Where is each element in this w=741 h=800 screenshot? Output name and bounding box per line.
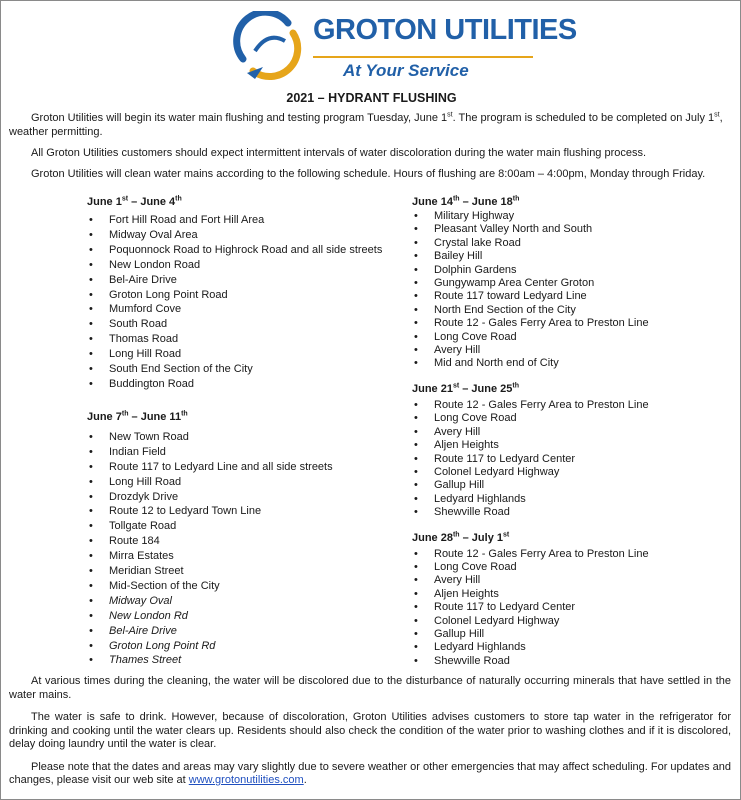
street-list-item: • New London Road [87,258,387,273]
street-list-item: • Route 12 - Gales Ferry Area to Preston Line [412,317,732,330]
swirl-logo-icon [233,11,303,81]
street-list-item-italic: • New London Rd [87,609,387,624]
street-list-item: • Route 12 to Ledyard Town Line [87,504,387,519]
street-list-item: • Avery Hill [412,574,732,587]
street-list-item: • Route 117 to Ledyard Center [412,453,732,466]
street-list-item: • Ledyard Highlands [412,641,732,654]
street-list [412,548,732,669]
street-list-item: • Gallup Hill [412,479,732,492]
street-list-item-italic: • Bel-Aire Drive [87,624,387,639]
intro-paragraph-2: All Groton Utilities customers should expect intermittent intervals of water discoloration during the water main flushing process. [31,147,647,159]
street-list-item: • Crystal lake Road [412,237,732,250]
footer-paragraph-1: At various times during the cleaning, the water will be discolored due to the disturbance of naturally occurring minerals that have settled in the water mains. [9,675,731,701]
street-list-item: • Mid and North end of City [412,357,732,370]
intro-paragraph-1: Groton Utilities will begin its water main flushing and testing program Tuesday, June 1st. The program is scheduled to be completed on July 1st, weather permitting. [9,111,723,138]
street-list-item: • Indian Field [87,445,387,460]
street-list-item: • Meridian Street [87,564,387,579]
intro-paragraph-3: Groton Utilities will clean water mains according to the following schedule. Hours of flushing are 8:00am – 4:00pm, Monday through Friday. [31,168,706,180]
logo-divider [313,56,533,58]
website-link[interactable]: www.grotonutilities.com [188,774,304,786]
street-list-item: • Bel-Aire Drive [87,273,387,288]
street-list-item: • Gungywamp Area Center Groton [412,277,732,290]
street-list-item: • Route 12 - Gales Ferry Area to Preston Line [412,399,732,412]
street-list-item: • Fort Hill Road and Fort Hill Area [87,213,387,228]
street-list [87,430,387,669]
street-list-item: • North End Section of the City [412,304,732,317]
street-list-item: • Avery Hill [412,426,732,439]
footer-paragraph-3: Please note that the dates and areas may vary slightly due to severe weather or other emergencies that may affect scheduling. For updates and changes, please visit our web site at www.grotonutilities.com. [9,760,731,786]
street-list-item: • Long Hill Road [87,475,387,490]
street-list-item: • Mirra Estates [87,549,387,564]
street-list-item: • New Town Road [87,430,387,445]
street-list-item: • Avery Hill [412,344,732,357]
schedule-june-21-25 [412,382,732,520]
page-title: 2021 – HYDRANT FLUSHING [286,91,457,105]
street-list-item-italic: • Midway Oval [87,594,387,609]
street-list-item: • Shewville Road [412,655,732,668]
street-list-item: • Long Cove Road [412,561,732,574]
street-list-item: • Route 117 to Ledyard Center [412,601,732,614]
schedule-june-7-11 [87,410,387,669]
street-list-item: • Thomas Road [87,332,387,347]
street-list-item: • Bailey Hill [412,250,732,263]
street-list [412,210,732,371]
street-list-item: • Military Highway [412,210,732,223]
street-list [412,399,732,520]
schedule-right-column [412,195,732,668]
schedule-heading: June 1st – June 4th [87,195,182,208]
street-list-item: • Long Cove Road [412,412,732,425]
street-list-item: • Mid-Section of the City [87,579,387,594]
schedule-heading: June 7th – June 11th [87,410,188,423]
street-list-item: • Colonel Ledyard Highway [412,615,732,628]
street-list-item: • Drozdyk Drive [87,490,387,505]
schedule-june-14-18 [412,195,732,371]
schedule-june-1-4 [87,195,387,392]
schedule-heading: June 21st – June 25th [412,382,520,395]
schedule-heading: June 28th – July 1st [412,530,510,544]
groton-utilities-logo [233,11,577,81]
street-list-item: • Colonel Ledyard Highway [412,466,732,479]
street-list-item: • Dolphin Gardens [412,264,732,277]
street-list-item: • Buddington Road [87,377,387,392]
intro-section [9,111,731,188]
street-list-item: • South Road [87,317,387,332]
street-list-item: • Aljen Heights [412,439,732,452]
footer-section [9,675,731,797]
footer-paragraph-2: The water is safe to drink. However, because of discoloration, Groton Utilities advises customers to store tap water in the refrigerator for drinking and cooking until the water clears up. Residents should also check the condition of the water prior to washing clothes and if it is discolored, delay doing laundry until the water is clear. [9,711,731,750]
street-list-item: • Long Hill Road [87,347,387,362]
street-list-item: • Ledyard Highlands [412,493,732,506]
street-list-item: • Route 184 [87,534,387,549]
logo-name: GROTON UTILITIES [313,14,577,46]
street-list-item: • Poquonnock Road to Highrock Road and all side streets [87,243,387,258]
street-list-item: • Mumford Cove [87,302,387,317]
schedule-heading: June 14th – June 18th [412,195,520,208]
schedule-left-column [87,195,387,668]
street-list-item-italic: • Thames Street [87,653,387,668]
street-list-item: • Long Cove Road [412,331,732,344]
street-list-item: • Route 117 to Ledyard Line and all side streets [87,460,387,475]
street-list-item: • Route 117 toward Ledyard Line [412,290,732,303]
street-list-item: • Midway Oval Area [87,228,387,243]
street-list-item: • Gallup Hill [412,628,732,641]
street-list-item: • Tollgate Road [87,519,387,534]
street-list-item: • Shewville Road [412,506,732,519]
street-list-item-italic: • Groton Long Point Rd [87,639,387,654]
schedule-june-28-july-1 [412,531,732,669]
street-list-item: • Groton Long Point Road [87,288,387,303]
street-list [87,213,387,392]
street-list-item: • South End Section of the City [87,362,387,377]
logo-tagline: At Your Service [343,61,469,80]
street-list-item: • Route 12 - Gales Ferry Area to Preston Line [412,548,732,561]
street-list-item: • Aljen Heights [412,588,732,601]
street-list-item: • Pleasant Valley North and South [412,223,732,236]
